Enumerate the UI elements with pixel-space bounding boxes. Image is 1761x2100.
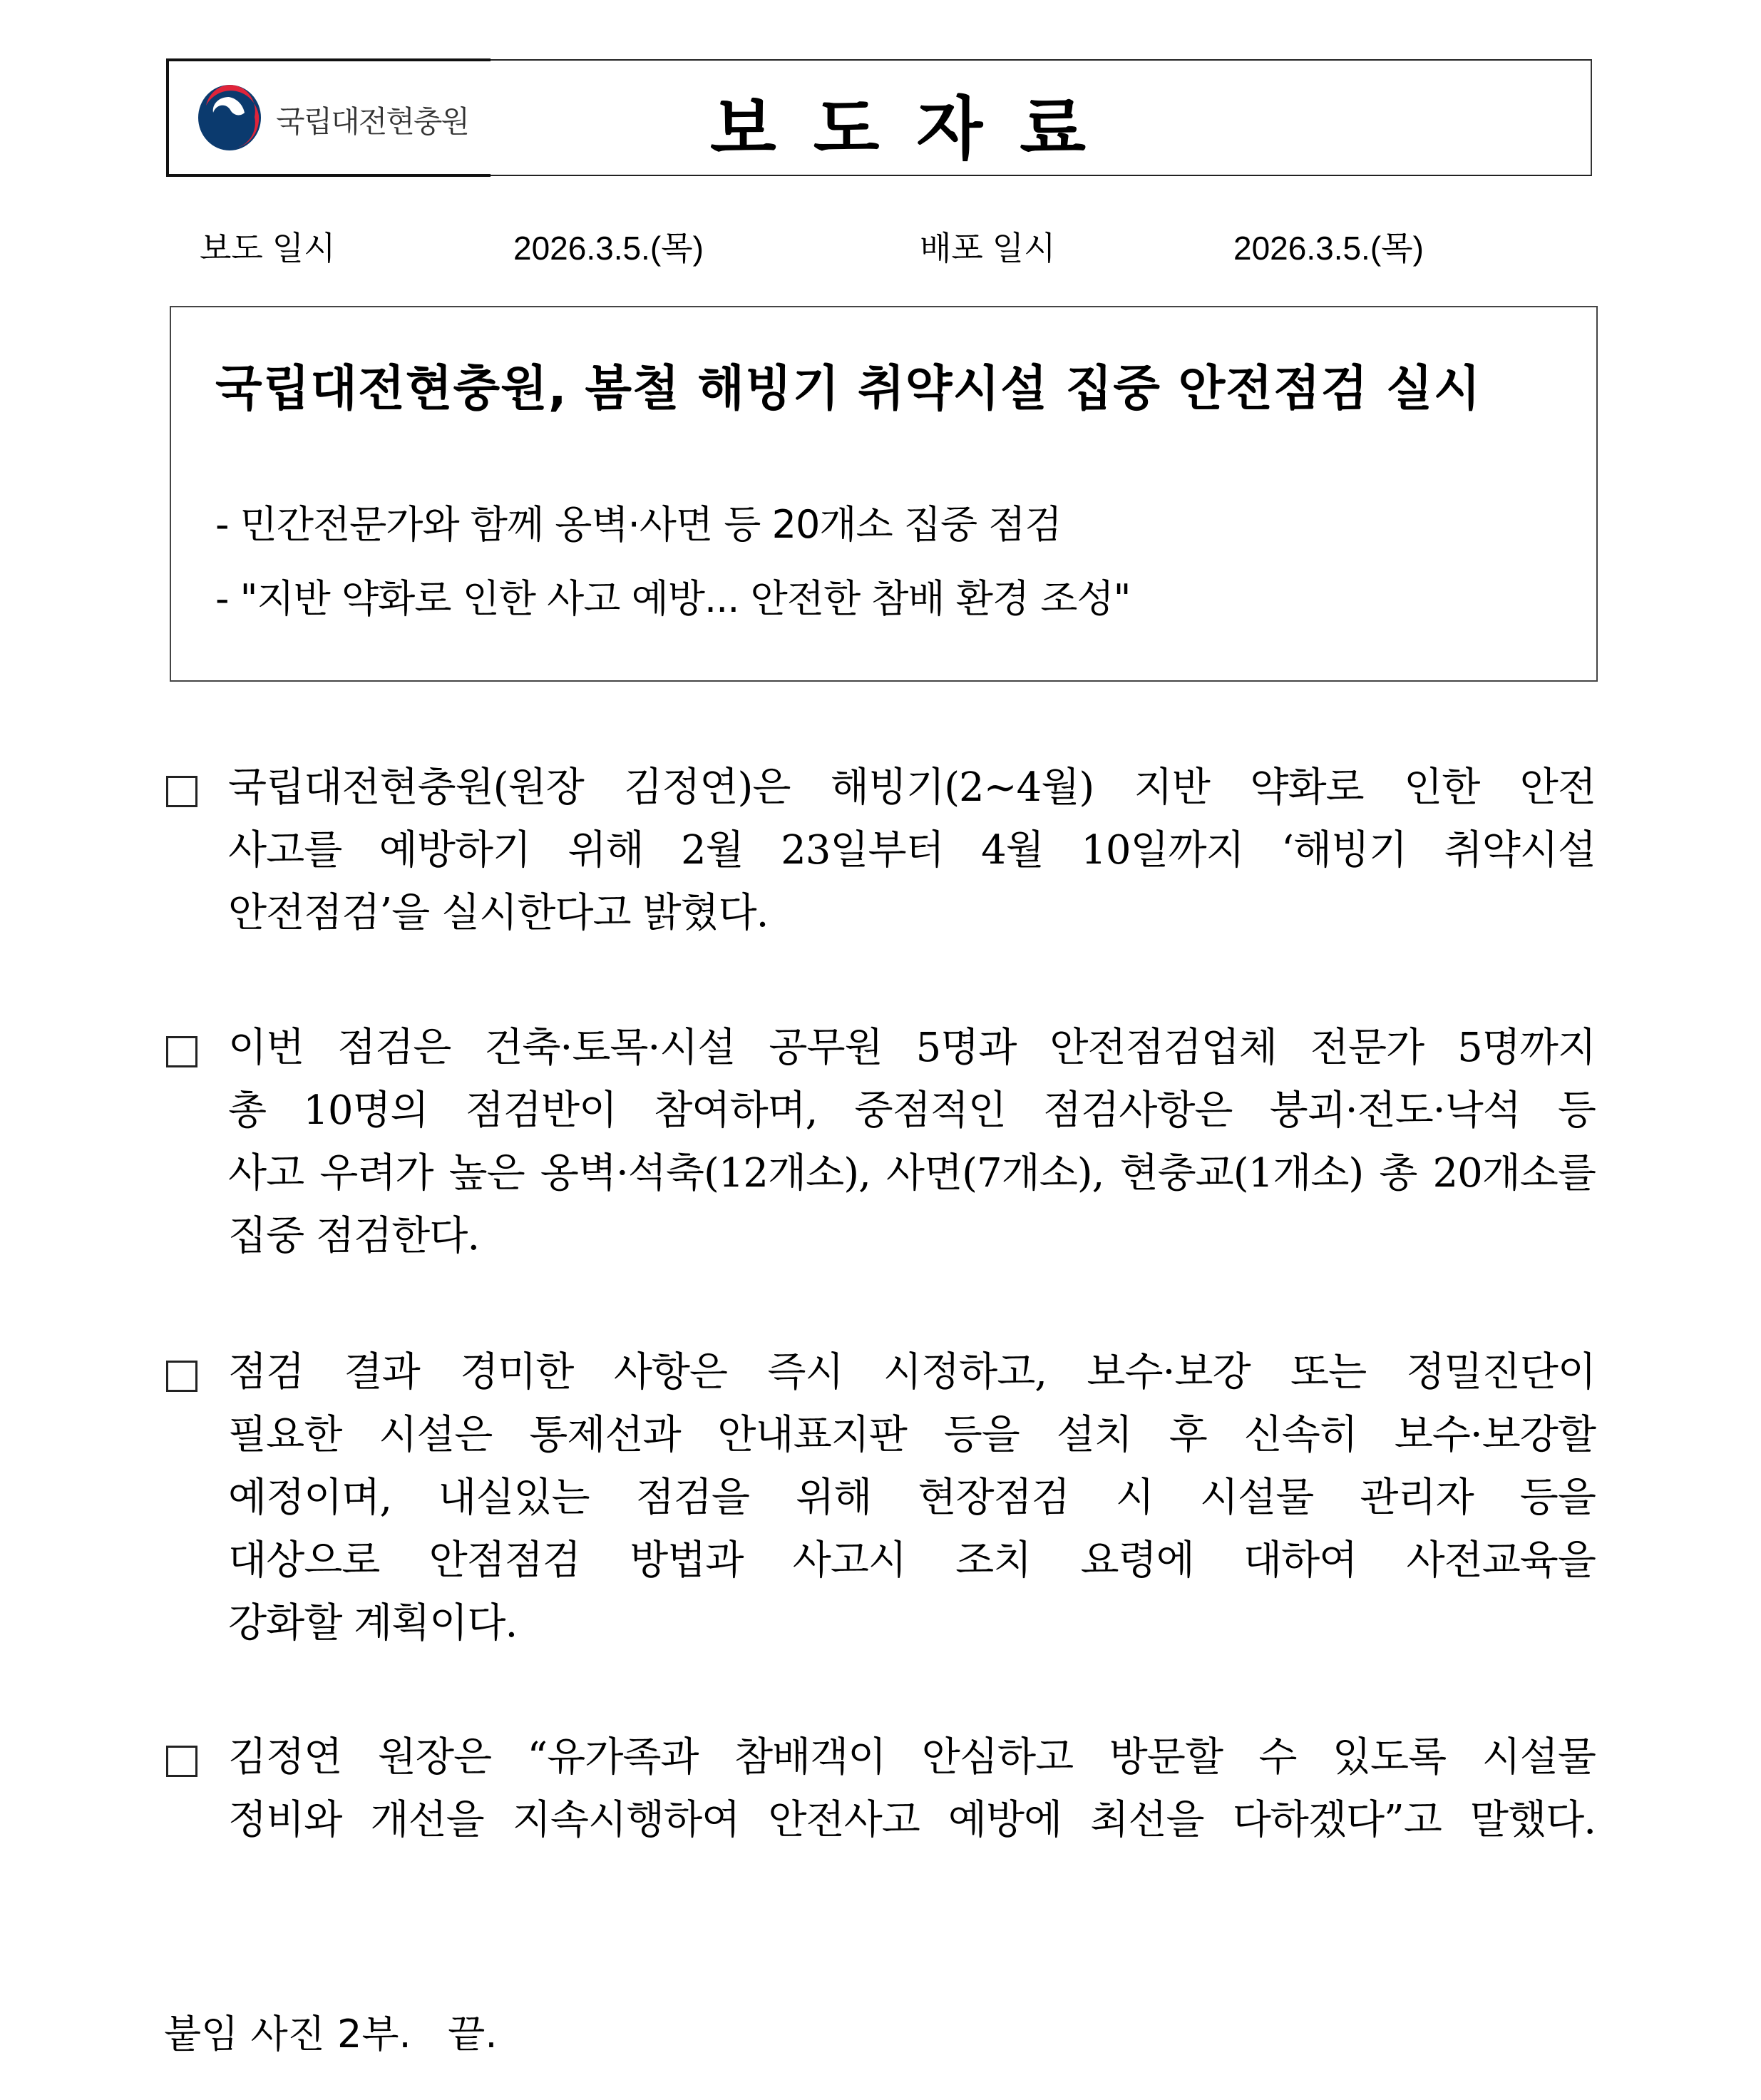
paragraph-line: 대상으로 안점점검 방법과 사고시 조치 요령에 대하여 사전교육을 (228, 1537, 1596, 1584)
empty-square-icon (166, 1746, 197, 1777)
paragraph-line: 사고 우려가 높은 옹벽·석축(12개소), 사면(7개소), 현충교(1개소) 총 20개소를 (228, 1150, 1596, 1197)
paragraph-line: 강화할 계획이다. (228, 1600, 518, 1646)
org-logo-cell (166, 58, 491, 177)
distribution-date-value: 2026.3.5.(목) (1233, 230, 1424, 267)
summary-bullet: - 민간전문가와 함께 옹벽·사면 등 20개소 집중 점검 (215, 502, 1062, 547)
press-release-header (168, 59, 1592, 176)
summary-box (170, 306, 1598, 682)
org-name: 국립대전현충원 (276, 104, 469, 139)
paragraph-line: 안전점검’을 실시한다고 밝혔다. (228, 890, 769, 936)
report-date-label: 보도 일시 (200, 230, 336, 267)
date-row (0, 222, 1761, 265)
empty-square-icon (166, 776, 197, 807)
paragraph-line: 이번 점검은 건축·토목·시설 공무원 5명과 안전점검업체 전문가 5명까지 (228, 1025, 1596, 1071)
paragraph-line: 예정이며, 내실있는 점검을 위해 현장점검 시 시설물 관리자 등을 (228, 1475, 1596, 1521)
taegeuk-emblem-icon (197, 84, 262, 151)
empty-square-icon (166, 1361, 197, 1392)
paragraph-line: 총 10명의 점검반이 참여하며, 중점적인 점검사항은 붕괴·전도·낙석 등 (228, 1087, 1596, 1134)
document-type-title: 보도자료 (710, 89, 1123, 169)
paragraph-line: 필요한 시설은 통제선과 안내표지판 등을 설치 후 신속히 보수·보강할 (228, 1412, 1596, 1458)
distribution-date-label: 배포 일시 (920, 230, 1056, 267)
summary-bullet: - "지반 약화로 인한 사고 예방... 안전한 참배 환경 조성" (215, 576, 1131, 621)
attachment-note: 붙임 사진 2부. 끝. (164, 2012, 498, 2057)
paragraph-line: 집중 점검한다. (228, 1213, 480, 1259)
paragraph-line: 정비와 개선을 지속시행하여 안전사고 예방에 최선을 다하겠다”고 말했다. (228, 1797, 1596, 1843)
paragraph-line: 김정연 원장은 “유가족과 참배객이 안심하고 방문할 수 있도록 시설물 (228, 1734, 1596, 1781)
paragraph-line: 국립대전현충원(원장 김정연)은 해빙기(2~4월) 지반 약화로 인한 안전 (228, 764, 1596, 811)
headline: 국립대전현충원, 봄철 해빙기 취약시설 집중 안전점검 실시 (215, 361, 1482, 417)
paragraph-line: 사고를 예방하기 위해 2월 23일부터 4월 10일까지 ‘해빙기 취약시설 (228, 827, 1596, 874)
empty-square-icon (166, 1036, 197, 1067)
paragraph-line: 점검 결과 경미한 사항은 즉시 시정하고, 보수·보강 또는 정밀진단이 (228, 1349, 1596, 1395)
report-date-value: 2026.3.5.(목) (513, 230, 704, 267)
